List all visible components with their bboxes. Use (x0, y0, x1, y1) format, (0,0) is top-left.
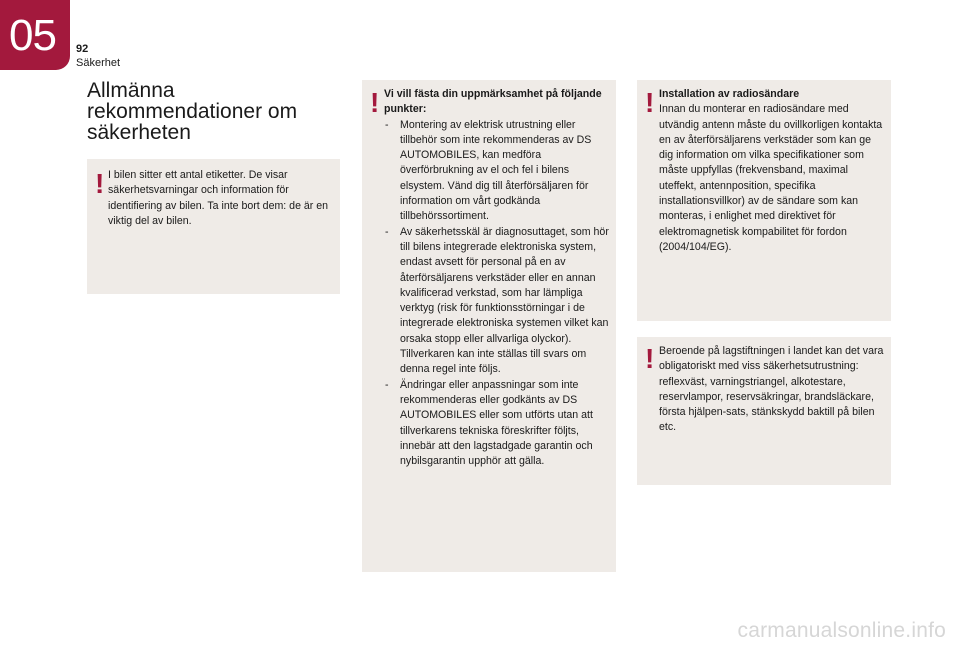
page-title: Allmänna rekommendationer om säkerheten (87, 79, 298, 144)
list-item: - Montering av elektrisk utrustning eller tillbehör som inte rekommenderas av DS AUTOMOBILES, kan medföra överförbrukning av el och fel i bilens elsystem. Vänd dig till återförsäljaren för information om vårt godkända tillbehörssortiment. (384, 118, 613, 225)
labels-info-text: I bilen sitter ett antal etiketter. De visar säkerhetsvarningar och information för identifiering av bilen. Ta inte bort dem: de är en viktig del av bilen. (108, 169, 329, 227)
radio-transmitter-box (637, 80, 891, 321)
section-label: Säkerhet (76, 57, 121, 69)
list-item: - Av säkerhetsskäl är diagnosuttaget, som hör till bilens integrerade elektroniska system, endast avsett för personal på en av återförsäljarens verkstäder eller en annan kvalificerad verkstad, som har lämpliga verktyg (risk för funktionsstörningar i de integrerade elektroniska systemen vilket kan orsaka stopp eller allvarliga olyckor). Tillverkaren kan inte ställas till svars om denna regel inte följs. (384, 225, 613, 378)
list-item: - Ändringar eller anpassningar som inte rekommenderas eller godkänts av DS AUTOMOBILES eller som utförts utan att tillverkarens tekniska föreskrifter följts, innebär att den lagstadgade garantin och nybilsgarantin upphör att gälla. (384, 378, 613, 470)
exclamation-mark-icon: ! (645, 343, 655, 374)
attention-list (384, 118, 613, 470)
radio-content (659, 87, 888, 255)
legislation-text: Beroende på lagstiftningen i landet kan det vara obligatoriskt med viss säkerhetsutrustning: reflexväst, varningstriangel, alkotestare, reservlampor, reservsäkringar, brandsläckare, första hjälpen-sats, stänkskydd baktill på bilen etc. (659, 345, 884, 434)
attention-content (384, 87, 613, 469)
labels-info-box (87, 159, 340, 294)
radio-heading: Installation av radiosändare (659, 88, 800, 100)
chapter-tab (0, 0, 70, 70)
exclamation-mark-icon: ! (370, 87, 380, 118)
attention-heading: Vi vill fästa din uppmärksamhet på följande punkter: (384, 88, 602, 116)
exclamation-mark-icon: ! (645, 87, 655, 118)
attention-warning-box (362, 80, 616, 572)
exclamation-mark-icon: ! (95, 168, 105, 199)
radio-text: Innan du monterar en radiosändare med utvändig antenn måste du ovillkorligen kontakta en av återförsäljarens verkstäder som kan ge dig information om vilka specifikationer som måste uppfyllas (frekvensband, maximal uteffekt, antennposition, specifika installationsvillkor) av de sändare som kan monteras, i enlighet med direktivet för elektromagnetisk kompabilitet för fordon (2004/104/EG). (659, 103, 883, 253)
legislation-box (637, 337, 891, 485)
watermark: carmanualsonline.info (737, 619, 946, 642)
chapter-number: 05 (9, 11, 56, 60)
page-number: 92 (76, 43, 89, 55)
